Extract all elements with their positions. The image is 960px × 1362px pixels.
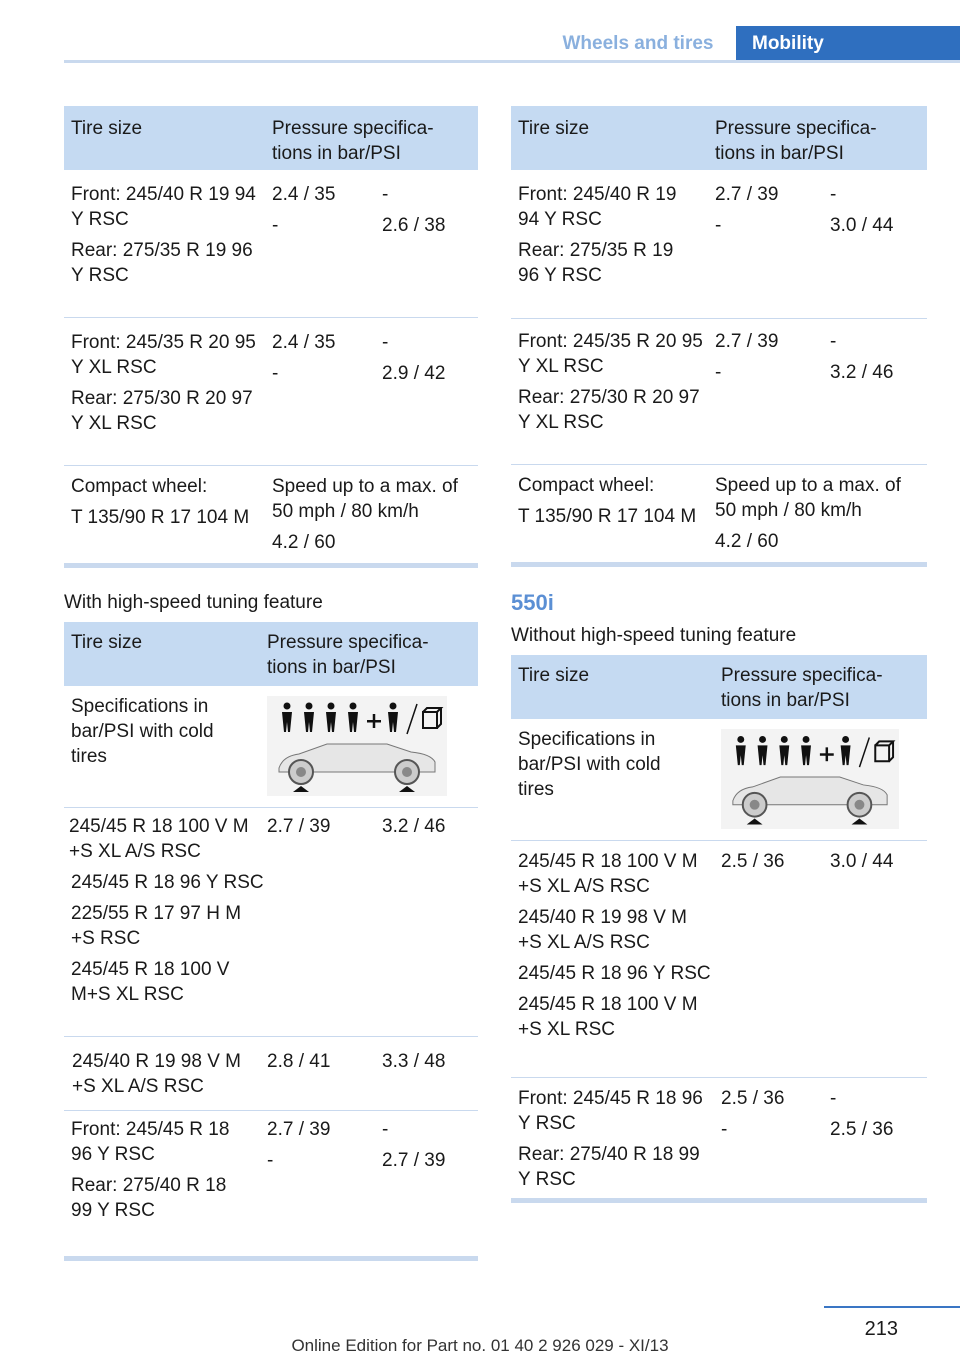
pressure-a2: -: [715, 362, 722, 383]
pressure-b1: -: [830, 184, 837, 205]
table-caption: With high-speed tuning feature: [64, 592, 323, 613]
table-row: [64, 170, 478, 318]
tire-line: 245/45 R 18 96 Y RSC: [518, 963, 711, 984]
table-header: [511, 106, 927, 170]
table-row: [64, 466, 478, 563]
occupant-icon: [736, 736, 851, 765]
tire-line: 225/55 R 17 97 H M +S RSC: [71, 903, 242, 949]
table-row: [64, 808, 478, 1037]
pressure-b1: -: [382, 184, 389, 205]
header-rule: [64, 60, 960, 63]
speed-limit: Speed up to a max. of 50 mph / 80 km/h: [715, 475, 901, 521]
table-row: [64, 1037, 478, 1111]
table-end-rule: [64, 1256, 478, 1261]
rear-tire: Rear: 275/30 R 20 97 Y XL RSC: [71, 388, 253, 434]
pressure-table-3: [511, 106, 927, 567]
compact-pressure: 4.2 / 60: [272, 532, 336, 553]
load-diagram: [721, 729, 899, 829]
rear-tire: Rear: 275/35 R 19 96 Y RSC: [71, 240, 253, 286]
table-row: [511, 465, 927, 562]
tire-line: 245/45 R 18 100 V M +S XL A/S RSC: [518, 851, 698, 897]
luggage-icon: [423, 708, 441, 728]
chapter-tab: Mobility: [736, 26, 960, 62]
table-row: [511, 719, 927, 841]
header-pressure: Pressure specifica-tions in bar/PSI: [272, 118, 434, 164]
pressure-b1: -: [382, 332, 389, 353]
pressure-b2: 3.2 / 46: [830, 362, 894, 383]
pressure-b2: 2.6 / 38: [382, 215, 446, 236]
table-row: [64, 686, 478, 808]
compact-wheel-tire: T 135/90 R 17 104 M: [518, 506, 697, 527]
rear-tire: Rear: 275/30 R 20 97 Y XL RSC: [518, 387, 700, 433]
tire-line: 245/45 R 18 100 V M+S XL RSC: [71, 959, 230, 1005]
pressure-b2: 2.7 / 39: [382, 1150, 446, 1171]
section-title: Wheels and tires: [562, 33, 714, 54]
pressure-b1: -: [830, 1088, 837, 1109]
tire-line: 245/45 R 18 100 V M +S XL RSC: [518, 994, 698, 1040]
header-tire-size: Tire size: [518, 665, 590, 686]
pressure-a2: -: [721, 1119, 728, 1140]
pressure-b: 3.3 / 48: [382, 1051, 446, 1072]
speed-limit: Speed up to a max. of 50 mph / 80 km/h: [272, 476, 458, 522]
tire-line: 245/45 R 18 96 Y RSC: [71, 872, 264, 893]
axle-arrow-icon: [747, 819, 868, 825]
tire-line: 245/40 R 19 98 V M +S XL A/S RSC: [72, 1051, 241, 1097]
edition-note: Online Edition for Part no. 01 40 2 926 029 - XI/13: [291, 1336, 669, 1355]
table-end-rule: [511, 1198, 927, 1203]
pressure-a1: 2.5 / 36: [721, 1088, 785, 1109]
front-tire: Front: 245/35 R 20 95 Y XL RSC: [518, 331, 703, 377]
rear-tire: Rear: 275/40 R 18 99 Y RSC: [71, 1175, 227, 1221]
table-header: [64, 622, 478, 686]
spec-note: Specifications in bar/PSI with cold tires: [71, 696, 214, 767]
front-tire: Front: 245/35 R 20 95 Y XL RSC: [71, 332, 256, 378]
compact-pressure: 4.2 / 60: [715, 531, 779, 552]
header-tire-size: Tire size: [71, 118, 143, 139]
table-end-rule: [511, 562, 927, 567]
table-row: [511, 319, 927, 465]
pressure-a2: -: [267, 1150, 274, 1171]
table-header: [511, 655, 927, 719]
pressure-a1: 2.7 / 39: [267, 1119, 331, 1140]
pressure-a: 2.5 / 36: [721, 851, 785, 872]
page-number: 213: [864, 1318, 898, 1340]
rear-tire: Rear: 275/40 R 18 99 Y RSC: [518, 1144, 700, 1190]
pressure-b1: -: [382, 1119, 389, 1140]
front-tire: Front: 245/40 R 19 94 Y RSC: [518, 184, 677, 230]
header-tire-size: Tire size: [518, 118, 590, 139]
front-tire: Front: 245/45 R 18 96 Y RSC: [71, 1119, 230, 1165]
header-tire-size: Tire size: [71, 632, 143, 653]
front-tire: Front: 245/40 R 19 94 Y RSC: [71, 184, 256, 230]
rear-tire: Rear: 275/35 R 19 96 Y RSC: [518, 240, 674, 286]
footer-rule: [824, 1306, 960, 1308]
tire-line: 245/40 R 19 98 V M +S XL A/S RSC: [518, 907, 687, 953]
table-caption: Without high-speed tuning feature: [511, 625, 797, 646]
pressure-b2: 2.5 / 36: [830, 1119, 894, 1140]
compact-wheel-label: Compact wheel:: [71, 476, 208, 497]
header-pressure: Pressure specifica-tions in bar/PSI: [721, 665, 883, 711]
pressure-a1: 2.7 / 39: [715, 331, 779, 352]
tire-line: 245/45 R 18 100 V M +S XL A/S RSC: [69, 816, 249, 862]
spec-note: Specifications in bar/PSI with cold tires: [518, 729, 661, 800]
pressure-a: 2.8 / 41: [267, 1051, 331, 1072]
table-row: [511, 1078, 927, 1198]
pressure-a1: 2.4 / 35: [272, 332, 336, 353]
pressure-b1: -: [830, 331, 837, 352]
table-row: [511, 170, 927, 319]
occupant-icon: [282, 703, 398, 733]
pressure-a2: -: [272, 215, 279, 236]
table-row: [511, 841, 927, 1078]
table-end-rule: [64, 563, 478, 568]
pressure-b2: 3.0 / 44: [830, 215, 894, 236]
car-icon: [279, 744, 435, 784]
pressure-a2: -: [715, 215, 722, 236]
pressure-b: 3.0 / 44: [830, 851, 894, 872]
front-tire: Front: 245/45 R 18 96 Y RSC: [518, 1088, 703, 1134]
table-row: [64, 318, 478, 466]
pressure-a2: -: [272, 363, 279, 384]
compact-wheel-label: Compact wheel:: [518, 475, 655, 496]
pressure-b: 3.2 / 46: [382, 816, 446, 837]
pressure-b2: 2.9 / 42: [382, 363, 446, 384]
table-header: [64, 106, 478, 170]
compact-wheel-tire: T 135/90 R 17 104 M: [71, 507, 250, 528]
car-icon: [733, 777, 887, 817]
pressure-table-1: [64, 106, 478, 568]
pressure-a1: 2.7 / 39: [715, 184, 779, 205]
axle-arrow-icon: [293, 786, 415, 792]
pressure-table-4: [511, 655, 927, 1203]
header-pressure: Pressure specifica-tions in bar/PSI: [715, 118, 877, 164]
luggage-icon: [875, 741, 893, 761]
load-diagram: [267, 696, 447, 796]
header-pressure: Pressure specifica-tions in bar/PSI: [267, 632, 429, 678]
pressure-table-2: [64, 622, 478, 1261]
table-row: [64, 1111, 478, 1256]
pressure-a1: 2.4 / 35: [272, 184, 336, 205]
pressure-a: 2.7 / 39: [267, 816, 331, 837]
model-heading: 550i: [511, 590, 554, 615]
